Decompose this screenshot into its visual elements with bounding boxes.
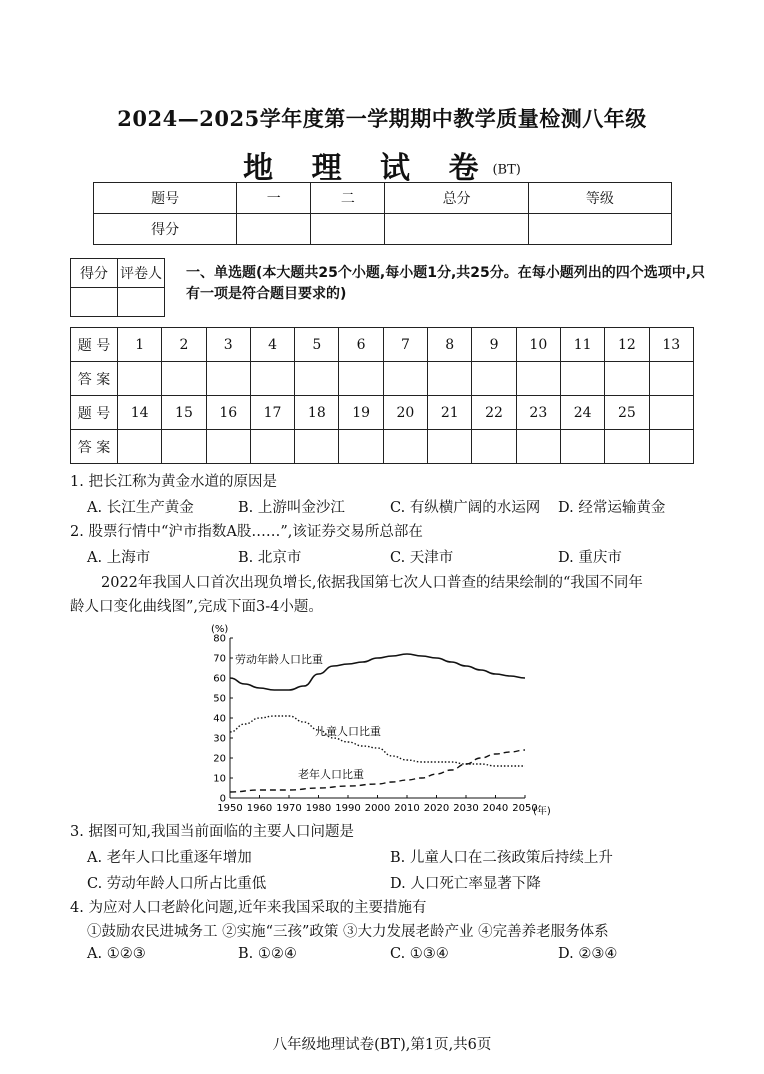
- score-cell[interactable]: [311, 214, 385, 245]
- subject-name: 地 理 试 卷: [243, 151, 493, 186]
- question-number-cell: 9: [472, 328, 516, 362]
- section-heading: 一、单选题(本大题共25个小题,每小题1分,共25分。在每小题列出的四个选项中,只有一项是符合题目要求的): [186, 265, 706, 302]
- answer-cell[interactable]: [118, 430, 162, 464]
- question-number-cell: 19: [339, 396, 383, 430]
- y-tick-label: 40: [213, 713, 226, 725]
- answer-cell[interactable]: [118, 362, 162, 396]
- intro-line: 龄人口变化曲线图”,完成下面3-4小题。: [70, 599, 323, 615]
- grid-row-label: 答 案: [71, 362, 118, 396]
- option[interactable]: D. ②③④: [558, 946, 618, 962]
- y-tick-label: 0: [219, 793, 226, 805]
- x-tick-label: 2020: [423, 803, 450, 814]
- series-line-2: [230, 750, 525, 792]
- answer-cell[interactable]: [560, 430, 604, 464]
- grader-table: [70, 258, 165, 317]
- grader-cell[interactable]: [118, 288, 165, 317]
- option[interactable]: D. 经常运输黄金: [558, 500, 666, 516]
- option[interactable]: A. ①②③: [87, 946, 146, 962]
- answer-cell[interactable]: [472, 362, 516, 396]
- question-number-cell: 6: [339, 328, 383, 362]
- question-number-cell: 11: [560, 328, 604, 362]
- answer-cell[interactable]: [516, 430, 560, 464]
- question-number-cell: 17: [250, 396, 294, 430]
- y-tick-label: 30: [213, 733, 226, 745]
- question-number-cell: [649, 396, 693, 430]
- question-stem: 4. 为应对人口老龄化问题,近年来我国采取的主要措施有: [70, 900, 427, 916]
- option[interactable]: A. 老年人口比重逐年增加: [87, 850, 252, 866]
- answer-cell[interactable]: [206, 430, 250, 464]
- option[interactable]: A. 上海市: [87, 550, 151, 566]
- y-tick-label: 20: [213, 753, 226, 765]
- score-cell: 题号: [94, 183, 237, 214]
- y-tick-label: 80: [213, 633, 226, 645]
- exam-title: 2024—2025学年度第一学期期中教学质量检测八年级: [117, 106, 647, 131]
- answer-cell[interactable]: [428, 430, 472, 464]
- question-number-cell: 8: [428, 328, 472, 362]
- grid-row-label: 答 案: [71, 430, 118, 464]
- question-stem: 2. 股票行情中“沪市指数A股……”,该证券交易所总部在: [70, 524, 423, 540]
- question-number-cell: 25: [605, 396, 649, 430]
- version-label: (BT): [492, 162, 521, 178]
- grader-label: 评卷人: [118, 259, 165, 288]
- option[interactable]: D. 人口死亡率显著下降: [390, 876, 541, 892]
- question-number-cell: 23: [516, 396, 560, 430]
- x-tick-label: 1950: [217, 803, 243, 814]
- measures-list: ①鼓励农民进城务工 ②实施“三孩”政策 ③大力发展老龄产业 ④完善养老服务体系: [87, 924, 609, 940]
- answer-cell[interactable]: [250, 430, 294, 464]
- subject-title: [0, 143, 764, 187]
- series-label-elderly: 老年人口比重: [298, 768, 364, 781]
- question-stem: 3. 据图可知,我国当前面临的主要人口问题是: [70, 824, 355, 840]
- option[interactable]: B. 北京市: [238, 550, 302, 566]
- series-label-children: 儿童人口比重: [315, 725, 381, 738]
- grid-row-label: 题 号: [71, 328, 118, 362]
- question-number-cell: 16: [206, 396, 250, 430]
- score-cell[interactable]: [528, 214, 671, 245]
- x-tick-label: 1960: [246, 803, 273, 814]
- question-number-cell: 24: [560, 396, 604, 430]
- question-number-cell: 4: [250, 328, 294, 362]
- answer-cell[interactable]: [428, 362, 472, 396]
- y-tick-label: 10: [213, 773, 226, 785]
- x-tick-label: 1980: [305, 803, 332, 814]
- question-stem: 1. 把长江称为黄金水道的原因是: [70, 474, 277, 490]
- x-tick-label: 1970: [276, 803, 302, 814]
- option[interactable]: B. 上游叫金沙江: [238, 500, 345, 516]
- question-number-cell: 22: [472, 396, 516, 430]
- answer-cell[interactable]: [250, 362, 294, 396]
- answer-cell[interactable]: [560, 362, 604, 396]
- grader-label: 得分: [71, 259, 118, 288]
- option[interactable]: C. 劳动年龄人口所占比重低: [87, 876, 267, 892]
- answer-cell[interactable]: [295, 430, 339, 464]
- question-number-cell: 18: [295, 396, 339, 430]
- answer-cell[interactable]: [339, 362, 383, 396]
- answer-cell[interactable]: [605, 430, 649, 464]
- x-tick-label: 2030: [453, 803, 479, 814]
- answer-cell[interactable]: [605, 362, 649, 396]
- answer-cell[interactable]: [383, 430, 427, 464]
- score-cell[interactable]: [385, 214, 528, 245]
- score-cell: 等级: [528, 183, 671, 214]
- option[interactable]: C. 有纵横广阔的水运网: [390, 500, 541, 516]
- score-cell: 一: [237, 183, 311, 214]
- y-tick-label: 60: [213, 673, 226, 685]
- score-table: [93, 182, 672, 245]
- score-cell: 得分: [94, 214, 237, 245]
- grid-row-label: 题 号: [71, 396, 118, 430]
- option[interactable]: C. ①③④: [390, 946, 449, 962]
- question-number-cell: 1: [118, 328, 162, 362]
- question-number-cell: 15: [162, 396, 206, 430]
- x-tick-label: 2010: [394, 803, 420, 814]
- option[interactable]: C. 天津市: [390, 550, 454, 566]
- score-cell[interactable]: [237, 214, 311, 245]
- answer-cell[interactable]: [162, 362, 206, 396]
- series-line-1: [230, 716, 525, 766]
- x-tick-label: 2000: [364, 803, 391, 814]
- question-number-cell: 14: [118, 396, 162, 430]
- score-cell: 二: [311, 183, 385, 214]
- question-number-cell: 12: [605, 328, 649, 362]
- series-label-labor: 劳动年龄人口比重: [235, 653, 323, 666]
- y-tick-label: 70: [213, 653, 226, 665]
- question-number-cell: 10: [516, 328, 560, 362]
- question-number-cell: 2: [162, 328, 206, 362]
- answer-cell[interactable]: [472, 430, 516, 464]
- option[interactable]: B. ①②④: [238, 946, 297, 962]
- grader-cell[interactable]: [71, 288, 118, 317]
- answer-cell[interactable]: [206, 362, 250, 396]
- question-number-cell: 21: [428, 396, 472, 430]
- answer-cell[interactable]: [295, 362, 339, 396]
- intro-line: 2022年我国人口首次出现负增长,依据我国第七次人口普查的结果绘制的“我国不同年: [101, 575, 643, 591]
- x-tick-label: 2040: [482, 803, 509, 814]
- question-number-cell: 7: [383, 328, 427, 362]
- y-tick-label: 50: [213, 693, 226, 705]
- option[interactable]: D. 重庆市: [558, 550, 622, 566]
- answer-cell[interactable]: [162, 430, 206, 464]
- x-axis-label: (年): [533, 806, 551, 817]
- y-axis-label: (%): [211, 624, 229, 635]
- option[interactable]: B. 儿童人口在二孩政策后持续上升: [390, 850, 613, 866]
- answer-cell[interactable]: [649, 430, 693, 464]
- answer-cell[interactable]: [339, 430, 383, 464]
- score-cell: 总分: [385, 183, 528, 214]
- answer-cell[interactable]: [383, 362, 427, 396]
- x-tick-label: 1990: [335, 803, 361, 814]
- question-number-cell: 3: [206, 328, 250, 362]
- answer-cell[interactable]: [516, 362, 560, 396]
- answer-cell[interactable]: [649, 362, 693, 396]
- answer-grid: [70, 327, 694, 464]
- population-chart: [205, 618, 555, 818]
- question-number-cell: 20: [383, 396, 427, 430]
- page-footer: 八年级地理试卷(BT),第1页,共6页: [272, 1037, 492, 1053]
- question-number-cell: 5: [295, 328, 339, 362]
- question-number-cell: 13: [649, 328, 693, 362]
- x-tick-label: 2050: [512, 803, 538, 814]
- option[interactable]: A. 长江生产黄金: [87, 500, 194, 516]
